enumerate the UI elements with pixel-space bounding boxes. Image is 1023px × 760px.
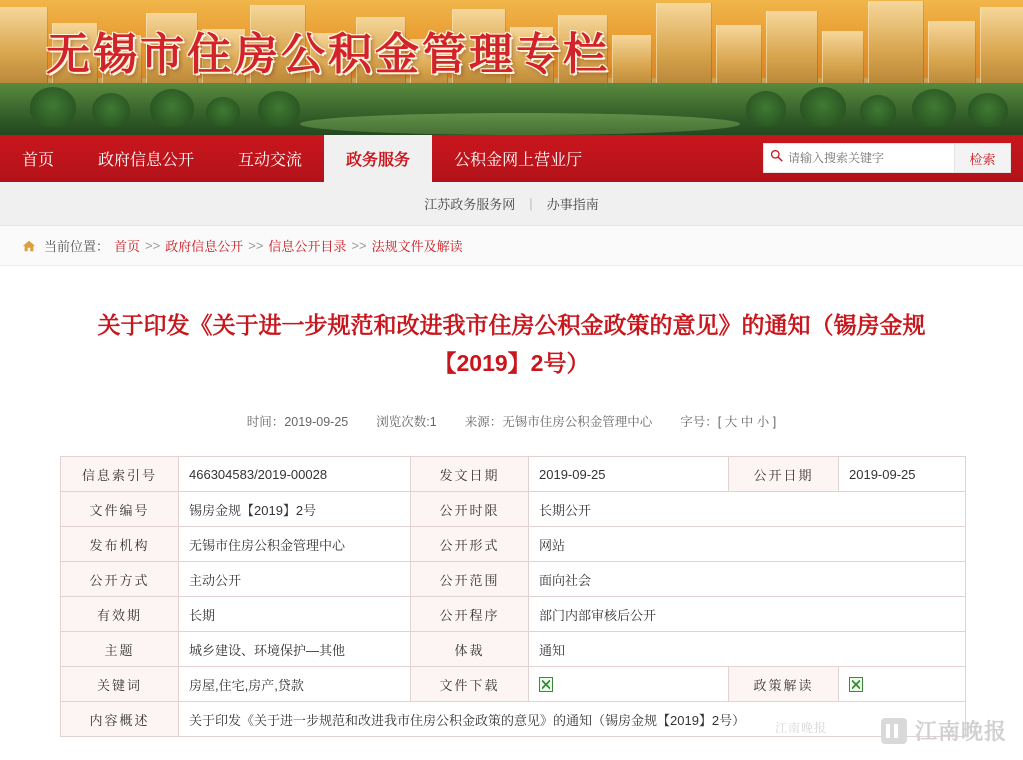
row-value: 网站	[529, 527, 966, 562]
breadcrumb-item-government-info[interactable]: 政府信息公开	[165, 239, 244, 254]
row-label: 公开程序	[411, 597, 529, 632]
breadcrumb-item-home[interactable]: 首页	[114, 239, 141, 254]
banner-building	[0, 7, 48, 93]
document-meta	[60, 382, 963, 456]
table-row	[61, 667, 966, 702]
search-button[interactable]: 检索	[955, 143, 1011, 173]
banner-tree	[912, 89, 956, 127]
row-label: 有效期	[61, 597, 179, 632]
table-row	[61, 527, 966, 562]
file-download-cell[interactable]	[529, 667, 729, 702]
search-icon	[770, 149, 783, 167]
breadcrumb-item-directory[interactable]: 信息公开目录	[268, 239, 347, 254]
row-value: 城乡建设、环境保护—其他	[179, 632, 411, 667]
publish-time	[247, 412, 348, 430]
excel-file-icon[interactable]	[849, 677, 863, 692]
breadcrumb-item-regulations[interactable]: 法规文件及解读	[371, 239, 463, 254]
source-label: 来源：	[464, 415, 503, 429]
row-label: 公开方式	[61, 562, 179, 597]
font-size-medium[interactable]: 中	[740, 415, 754, 429]
banner-tree	[746, 91, 786, 127]
publish-time-label: 时间：	[246, 415, 285, 429]
table-row	[61, 492, 966, 527]
banner-title: 无锡市住房公积金管理专栏	[46, 30, 610, 79]
banner-tree	[206, 97, 240, 127]
banner-pond	[300, 113, 740, 135]
row-value: 2019-09-25	[529, 457, 729, 492]
breadcrumb	[0, 226, 1023, 266]
row-label: 公开范围	[411, 562, 529, 597]
banner-tree	[860, 95, 896, 127]
table-row	[61, 457, 966, 492]
subnav-item-jiangsu-service[interactable]: 江苏政务服务网	[424, 197, 516, 212]
font-size-close: ]	[772, 415, 777, 429]
row-value: 通知	[529, 632, 966, 667]
row-label: 公开形式	[411, 527, 529, 562]
search-input-wrap[interactable]	[763, 143, 955, 173]
view-count-label: 浏览次数:	[376, 415, 430, 429]
row-label: 内容概述	[61, 702, 179, 737]
table-row	[61, 597, 966, 632]
row-value: 部门内部审核后公开	[529, 597, 966, 632]
view-count	[376, 412, 436, 430]
row-value: 关于印发《关于进一步规范和改进我市住房公积金政策的意见》的通知（锡房金规【2019】2号）	[179, 702, 966, 737]
row-label: 文件下载	[411, 667, 529, 702]
publish-time-value: 2019-09-25	[284, 415, 349, 429]
view-count-value: 1	[429, 415, 437, 429]
row-value: 长期	[179, 597, 411, 632]
banner-building	[868, 1, 924, 93]
row-label: 关键词	[61, 667, 179, 702]
row-label: 政策解读	[729, 667, 839, 702]
nav-item-home[interactable]: 首页	[22, 152, 55, 169]
row-value: 466304583/2019-00028	[179, 457, 411, 492]
main-navigation	[0, 135, 1023, 182]
row-label: 信息索引号	[61, 457, 179, 492]
banner-tree	[30, 87, 76, 127]
site-banner	[0, 0, 1023, 135]
banner-building	[656, 3, 712, 93]
policy-interpretation-cell[interactable]	[839, 667, 966, 702]
nav-item-interaction[interactable]: 互动交流	[238, 152, 303, 169]
nav-item-online-hall[interactable]: 公积金网上营业厅	[454, 152, 583, 169]
breadcrumb-arrow: >>	[351, 238, 367, 253]
table-row	[61, 702, 966, 737]
watermark-small-text: 江南晚报	[774, 721, 827, 735]
banner-tree	[968, 93, 1008, 127]
table-row	[61, 562, 966, 597]
row-value: 房屋,住宅,房产,贷款	[179, 667, 411, 702]
row-value: 无锡市住房公积金管理中心	[179, 527, 411, 562]
search-box	[763, 143, 1011, 173]
page-title: 关于印发《关于进一步规范和改进我市住房公积金政策的意见》的通知（锡房金规【2019】2号）	[97, 312, 926, 376]
document-content	[0, 266, 1023, 737]
font-size-small[interactable]: 小	[756, 415, 770, 429]
breadcrumb-prefix: 当前位置：	[44, 239, 110, 254]
home-icon	[22, 239, 36, 253]
banner-tree	[800, 87, 846, 127]
document-info-table	[60, 456, 966, 737]
row-label: 发布机构	[61, 527, 179, 562]
font-size-label: 字号：[	[680, 415, 722, 429]
source-value: 无锡市住房公积金管理中心	[502, 415, 653, 429]
banner-tree	[258, 91, 300, 127]
subnav-item-guide[interactable]: 办事指南	[546, 197, 599, 212]
nav-item-government-service[interactable]: 政务服务	[324, 135, 432, 182]
banner-tree	[92, 93, 130, 127]
breadcrumb-arrow: >>	[248, 238, 264, 253]
banner-building	[766, 11, 818, 93]
breadcrumb-arrow: >>	[145, 238, 161, 253]
row-label: 发文日期	[411, 457, 529, 492]
nav-item-government-info[interactable]: 政府信息公开	[98, 152, 195, 169]
row-value: 2019-09-25	[839, 457, 966, 492]
subnav-separator: |	[529, 196, 533, 211]
row-label: 公开时限	[411, 492, 529, 527]
banner-tree	[150, 89, 194, 127]
watermark-text: 江南晚报	[914, 719, 1007, 744]
font-size-control	[680, 412, 776, 430]
banner-building	[980, 7, 1023, 93]
search-input[interactable]	[783, 145, 948, 171]
row-value: 锡房金规【2019】2号	[179, 492, 411, 527]
sub-navigation	[0, 182, 1023, 226]
source	[465, 412, 653, 430]
row-label: 公开日期	[729, 457, 839, 492]
row-value: 面向社会	[529, 562, 966, 597]
row-value: 长期公开	[529, 492, 966, 527]
font-size-large[interactable]: 大	[724, 415, 738, 429]
row-value: 主动公开	[179, 562, 411, 597]
row-label: 文件编号	[61, 492, 179, 527]
row-label: 主题	[61, 632, 179, 667]
row-label: 体裁	[411, 632, 529, 667]
excel-file-icon[interactable]	[539, 677, 553, 692]
table-row	[61, 632, 966, 667]
